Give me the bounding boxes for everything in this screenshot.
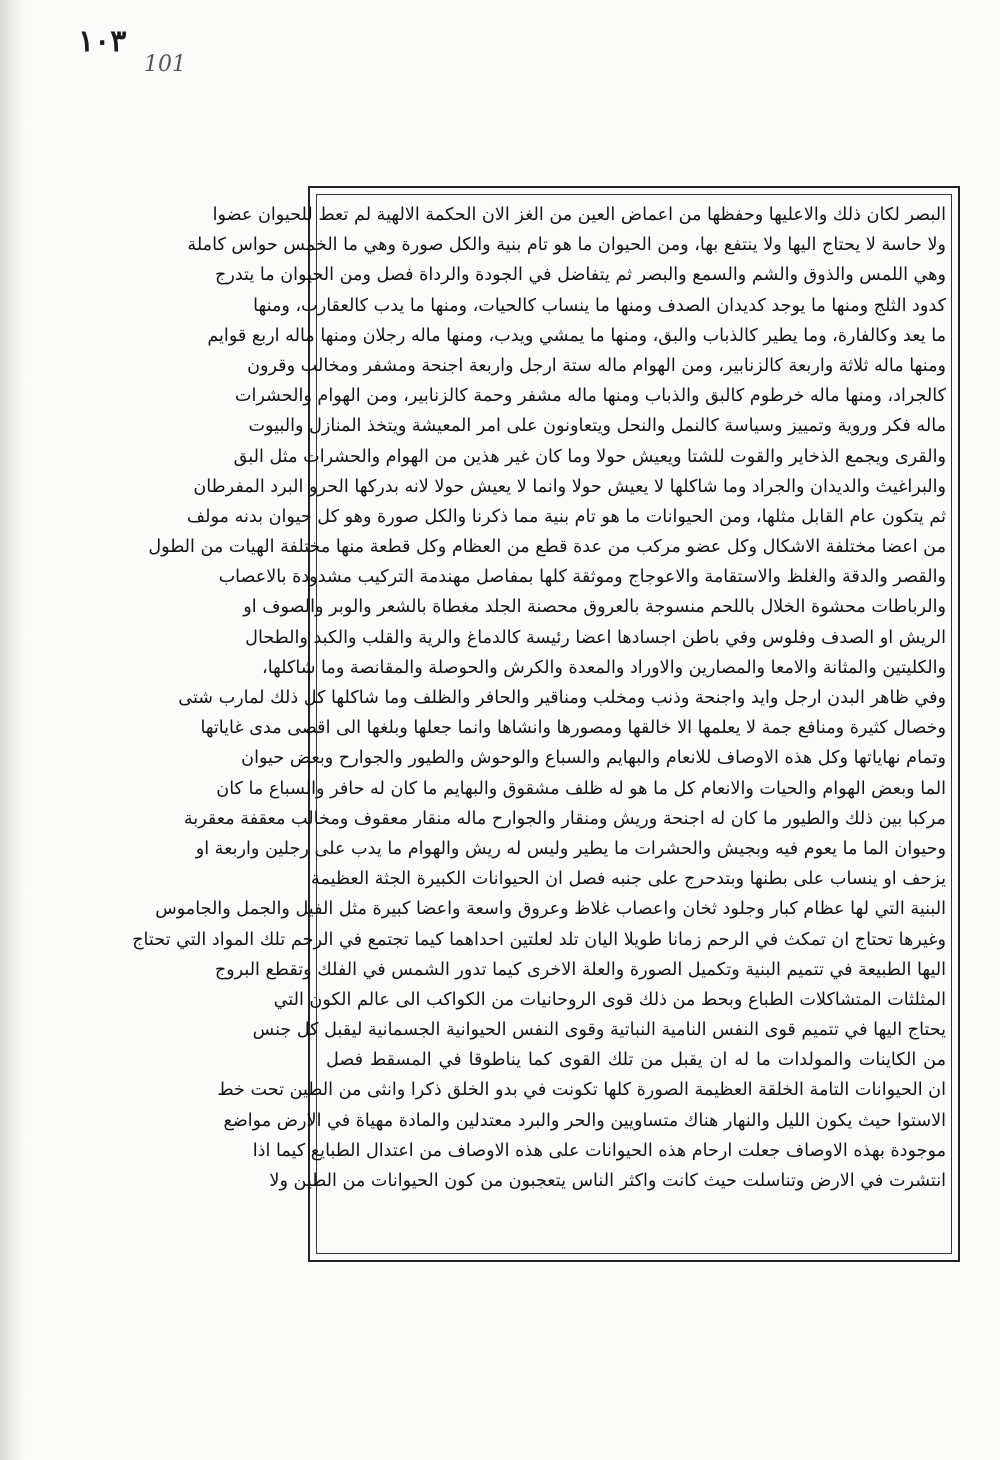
manuscript-line: ثم يتكون عام القابل مثلها، ومن الحيوانات ما هو تام بنية مما ذكرنا والكل صورة وهو كل حيوان بدنه مولف bbox=[186, 506, 946, 527]
manuscript-line: المثلثات المتشاكلات الطباع وبحط من ذلك قوى الروحانيات من الكواكب الى عالم الكون التي bbox=[273, 989, 946, 1010]
manuscript-line: وهي اللمس والذوق والشم والسمع والبصر ثم يتفاضل في الجودة والرداة فصل ومن الحيوان ما يتدرج bbox=[214, 265, 946, 286]
manuscript-line: وحيوان الما ما يعوم فيه وبجيش والحشرات ما يطير وليس له ريش والهوام ما يدب على رجلين واربعة او bbox=[195, 838, 946, 859]
manuscript-line: وخصال كثيرة ومنافع جمة لا يعلمها الا خالقها ومصورها وانشاها وانما جعلها وبلغها الى اقصى مدى غاياتها bbox=[200, 718, 946, 739]
manuscript-line: كالجراد، ومنها ماله خرطوم كالبق والذباب ومنها ماله مشفر وحمة كالزنابير، ومن الهوام والحشرات bbox=[234, 386, 946, 407]
folio-number: ١٠٣ bbox=[78, 24, 127, 59]
manuscript-line: ولا حاسة لا يحتاج اليها ولا ينتفع بها، ومن الحيوان ما هو تام بنية والكل صورة وهي ما الخمس حواس كاملة bbox=[187, 235, 946, 256]
manuscript-line: الريش او الصدف وفلوس وفي باطن اجسادها اعضا رئيسة كالدماغ والرية والقلب والكبد والطحال bbox=[245, 627, 946, 648]
manuscript-line: يزحف او ينساب على بطنها وبتدحرج على جنبه فصل ان الحيوانات الكبيرة الجثة العظيمة bbox=[311, 869, 946, 890]
binding-gutter bbox=[0, 0, 26, 1460]
manuscript-line: وفي ظاهر البدن ارجل وايد واجنحة وذنب ومخلب ومناقير والحافر والظلف وما شاكلها كل ذلك لمارب شتى bbox=[178, 688, 946, 708]
manuscript-line: والرباطات محشوة الخلال باللحم منسوجة بالعروق محصنة الجلد مغطاة بالشعر والوبر والصوف او bbox=[243, 597, 946, 618]
manuscript-line: الما وبعض الهوام والحيات والانعام كل ما هو له ظلف مشقوق والبهايم ما كان له حافر والسباع ما كان bbox=[216, 778, 946, 799]
manuscript-line: يحتاج اليها في تتميم قوى النفس النامية النباتية وقوى النفس الحيوانية الجسمانية ليقبل كل جنس bbox=[252, 1020, 946, 1041]
manuscript-line: اليها الطبيعة في تتميم البنية وتكميل الصورة والعلة الاخرى كيما تدور الشمس في الفلك وتقطع البروج bbox=[214, 959, 946, 980]
manuscript-line: مركبا بين ذلك والطيور ما كان له اجنحة وريش ومنقار والجوارح ماله منقار معقوف ومخالب معقفة معقربة bbox=[183, 808, 946, 829]
manuscript-line: من الكاينات والمولدات ما له ان يقبل من تلك القوى كما يناطوقا في المسقط فصل bbox=[326, 1050, 946, 1071]
manuscript-line: البنية التي لها عظام كبار وجلود ثخان واعصاب غلاظ وعروق واسعة واعضا كبيرة مثل الفيل والجمل والجاموس bbox=[155, 899, 946, 920]
manuscript-line: والقرى ويجمع الذخاير والقوت للشتا ويعيش حولا وما كان غير هذين من الهوام والحشرات مثل البق bbox=[233, 446, 946, 467]
manuscript-line: كدود الثلج ومنها ما يوجد كديدان الصدف ومنها ما ينساب كالحيات، ومنها ما يدب كالعقارب، ومنها bbox=[253, 295, 946, 316]
manuscript-text-block bbox=[132, 200, 946, 1250]
manuscript-line: من اعضا مختلفة الاشكال وكل عضو مركب من عدة قطع من العظام وكل قطعة منها مختلفة الهيات من الطول bbox=[148, 537, 946, 558]
manuscript-line: وتمام نهاياتها وكل هذه الاوصاف للانعام والبهايم والسباع والوحوش والطيور والجوارح وبعض حيوان bbox=[241, 748, 946, 769]
manuscript-line: والبراغيث والديدان والجراد وما شاكلها لا يعيش حولا وانما لا يعيش حولا لانه بدركها الحرو البرد المفرطان bbox=[193, 476, 946, 497]
manuscript-line: ومنها ماله ثلاثة واربعة كالزنابير، ومن الهوام ماله ستة ارجل واربعة اجنحة ومشفر ومخالب وقرون bbox=[247, 355, 946, 376]
manuscript-line: البصر لكان ذلك والاعليها وحفظها من اعماض العين من الغز الان الحكمة الالهية لم تعط للحيوان عضوا bbox=[212, 205, 946, 225]
manuscript-line: ما يعد وكالفارة، وما يطير كالذباب والبق، ومنها ما يمشي ويدب، ومنها ماله رجلان ومنها ماله اربع قوايم bbox=[207, 325, 946, 346]
manuscript-line: موجودة بهذه الاوصاف جعلت ارحام هذه الحيوانات على هذه الاوصاف من اعتدال الطبايع كيما اذا bbox=[252, 1140, 946, 1161]
manuscript-line: ان الحيوانات التامة الخلقة العظيمة الصورة كلها تكونت في بدو الخلق ذكرا وانثى من الطين تحت خط bbox=[217, 1080, 946, 1101]
manuscript-line: الاستوا حيث يكون الليل والنهار هناك متساويين والحر والبرد معتدلين والمادة مهياة في الارض مواضع bbox=[223, 1110, 946, 1131]
manuscript-line: ماله فكر وروية وتمييز وسياسة كالنمل والنحل ويتعاونون على امر المعيشة ويتخذ المنازل والبيوت bbox=[248, 416, 946, 437]
folio-alt-number: 101 bbox=[144, 52, 186, 77]
manuscript-line: وغيرها تحتاج ان تمكث في الرحم زمانا طويلا اليان تلد لعلتين احداهما كيما تجتمع في الرحم تلك المواد التي تحتاج bbox=[132, 929, 946, 950]
manuscript-line: والقصر والدقة والغلظ والاستقامة والاعوجاج وموثقة كلها بمفاصل مهندمة التركيب مشدودة بالاعصاب bbox=[218, 567, 946, 588]
manuscript-line: والكليتين والمثانة والامعا والمصارين والاوراد والمعدة والكرش والحوصلة والمقانصة وما شاكلها، bbox=[262, 657, 946, 678]
manuscript-line: انتشرت في الارض وتناسلت حيث كانت واكثر الناس يتعجبون من كون الحيوانات من الطين ولا bbox=[269, 1171, 946, 1191]
